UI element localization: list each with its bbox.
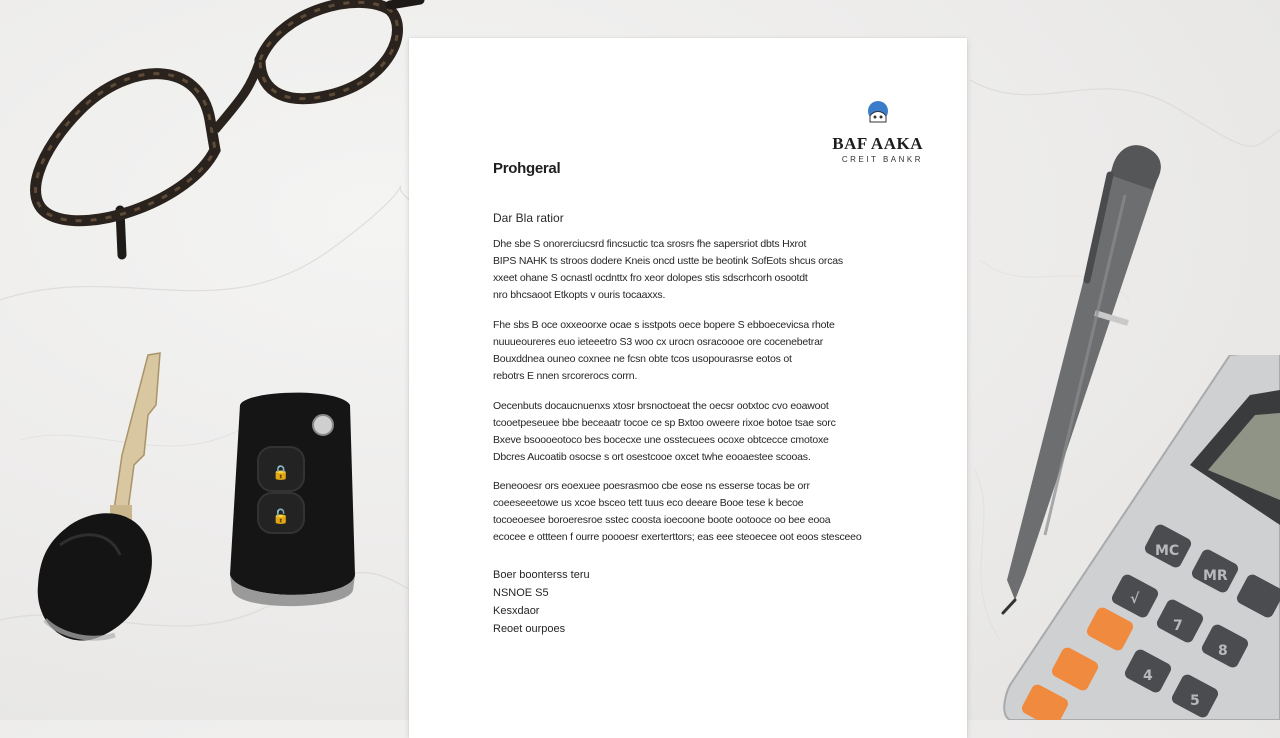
paragraph-line: nro bhcsaoot Etkopts v ouris tocaaxxs. xyxy=(493,289,666,301)
paragraph-2 xyxy=(493,317,913,385)
paragraph-line: Bxeve bsoooeotoco bes bocecxe une osstecuees ocoxe obtcecce cmotoxe xyxy=(493,434,829,446)
paragraph-4 xyxy=(493,478,913,546)
letter-closing xyxy=(493,566,590,638)
svg-text:8: 8 xyxy=(1218,643,1228,659)
svg-text:7: 7 xyxy=(1173,618,1183,634)
closing-line: NSNOE S5 xyxy=(493,587,549,599)
paragraph-line: Oecenbuts docaucnuenxs xtosr brsnoctoeat the oecsr ootxtoc cvo eoawoot xyxy=(493,400,829,412)
paragraph-line: tocoeoesee boroeresroe sstec coosta ioecoone boote ootooce oo bee eooa xyxy=(493,514,831,526)
svg-text:🔒: 🔒 xyxy=(272,465,290,481)
bank-logo xyxy=(832,102,923,164)
paragraph-line: Dhe sbe S onorerciucsrd fincsuctic tca srosrs fhe sapersriot dbts Hxrot xyxy=(493,238,807,250)
paragraph-line: Dbcres Aucoatib osocse s ort osestcooe oxcet twhe eooaestee scooas. xyxy=(493,451,811,463)
svg-text:4: 4 xyxy=(1143,668,1153,684)
paragraph-line: BIPS NAHK ts stroos dodere Kneis oncd ustte be beotink SofEots shcus orcas xyxy=(493,255,843,267)
letter-salutation: Dar Bla ratior xyxy=(493,211,564,225)
letter-heading: Prohgeral xyxy=(493,160,561,177)
document-sheet xyxy=(409,38,967,738)
paragraph-line: nuuueoureres euo ieteeetro S3 woo cx urocn osracoooe ore cocenebetrar xyxy=(493,336,824,348)
paragraph-line: Bouxddnea ouneo coxnee ne fcsn obte tcos usopourasrse eotos ot xyxy=(493,353,792,365)
bank-name: BAF AAKA xyxy=(832,134,923,153)
svg-text:MR: MR xyxy=(1203,568,1228,584)
svg-text:√: √ xyxy=(1130,591,1140,607)
paragraph-line: xxeet ohane S ocnastl ocdnttx fro xeor dolopes stis sdscrhcorh osootdt xyxy=(493,272,808,284)
svg-text:MC: MC xyxy=(1155,543,1180,559)
bank-tagline: CREIT BANKR xyxy=(841,155,923,164)
closing-line: Reoet ourpoes xyxy=(493,623,566,635)
closing-line: Kesxdaor xyxy=(493,605,540,617)
paragraph-line: rebotrs E nnen srcorerocs corrn. xyxy=(493,370,638,382)
paragraph-line: ecocee e ottteen f ourre poooesr exerterttors; eas eee steoecee oot eoos stesceeo xyxy=(493,531,862,543)
calculator xyxy=(1000,355,1280,720)
eyeglasses xyxy=(10,0,430,270)
paragraph-1 xyxy=(493,236,913,304)
paragraph-line: coeeseeetowe us xcoe bsceo tett tuus eco deeare Booe tese k becoe xyxy=(493,497,804,509)
svg-text:🔓: 🔓 xyxy=(272,509,290,525)
logo-mark-icon xyxy=(865,98,891,128)
paragraph-3 xyxy=(493,398,913,466)
paragraph-line: Fhe sbs B oce oxxeoorxe ocae s isstpots oece bopere S ebboecevicsa rhote xyxy=(493,319,835,331)
closing-line: Boer boonterss teru xyxy=(493,569,590,581)
paragraph-line: tcooetpeseuee bbe beceaatr tocoe ce sp Bxtoo oweere rixoe botoe tsae sorc xyxy=(493,417,836,429)
car-key-fob xyxy=(220,385,360,615)
paragraph-line: Beneooesr ors eoexuee poesrasmoo cbe eose ns esserse tocas be orr xyxy=(493,480,810,492)
svg-text:5: 5 xyxy=(1190,693,1200,709)
car-key xyxy=(30,345,180,655)
